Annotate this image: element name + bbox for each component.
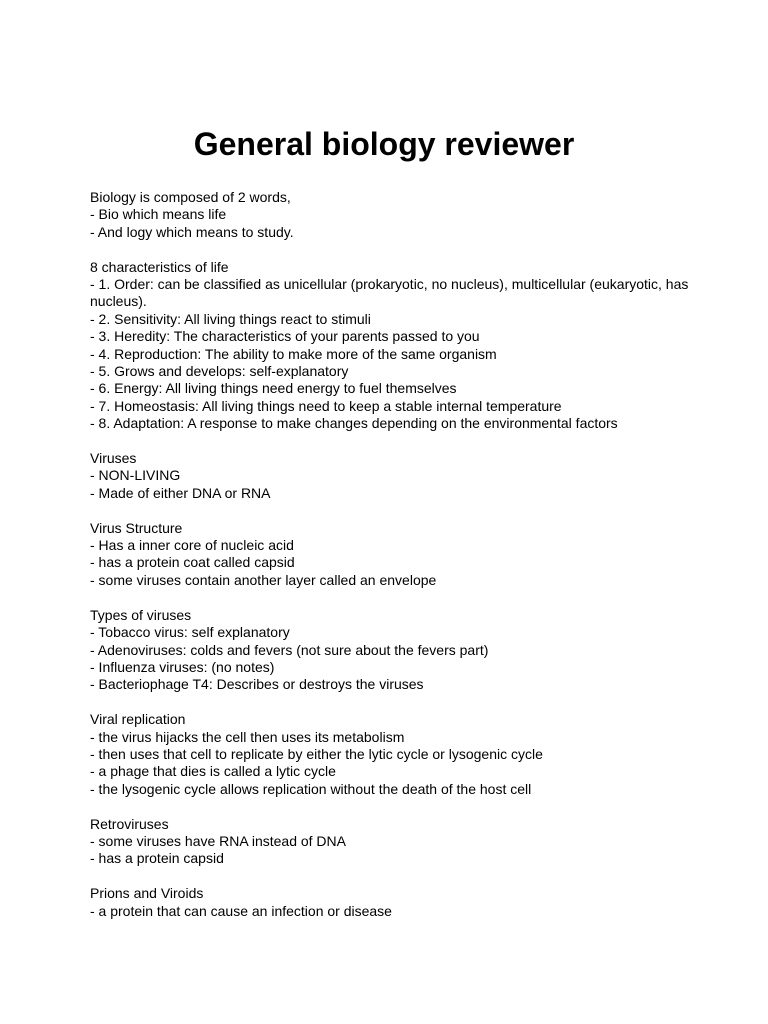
list-item: - And logy which means to study. xyxy=(90,223,294,240)
list-item: - 8. Adaptation: A response to make changes depending on the environmental factors xyxy=(90,415,618,432)
list-item: - 2. Sensitivity: All living things react to stimuli xyxy=(90,310,371,327)
list-item: - Adenoviruses: colds and fevers (not sure about the fevers part) xyxy=(90,641,489,658)
page-title: General biology reviewer xyxy=(193,126,575,162)
section-heading: Prions and Viroids xyxy=(90,885,204,902)
list-item: - Has a inner core of nucleic acid xyxy=(90,537,294,554)
list-item: - 7. Homeostasis: All living things need to keep a stable internal temperature xyxy=(90,397,562,414)
list-item: - Bio which means life xyxy=(90,206,227,223)
document-body xyxy=(90,189,690,937)
list-item: - then uses that cell to replicate by either the lytic cycle or lysogenic cycle xyxy=(90,745,543,762)
list-item: - Made of either DNA or RNA xyxy=(90,484,271,501)
list-item: - Influenza viruses: (no notes) xyxy=(90,658,275,675)
document-section xyxy=(90,259,690,433)
list-item: - the virus hijacks the cell then uses its metabolism xyxy=(90,728,405,745)
list-item: - a protein that can cause an infection or disease xyxy=(90,902,392,919)
list-item: - 1. Order: can be classified as unicellular (prokaryotic, no nucleus), multicellular (eukaryotic, has nucleus). xyxy=(90,276,689,310)
list-item: - Tobacco virus: self explanatory xyxy=(90,624,290,641)
list-item: - has a protein coat called capsid xyxy=(90,554,295,571)
list-item: - NON-LIVING xyxy=(90,467,181,484)
list-item: - 4. Reproduction: The ability to make more of the same organism xyxy=(90,345,497,362)
document-section xyxy=(90,450,690,502)
list-item: - a phage that dies is called a lytic cycle xyxy=(90,763,336,780)
list-item: - has a protein capsid xyxy=(90,850,224,867)
section-heading: Virus Structure xyxy=(90,519,183,536)
document-section xyxy=(90,885,690,920)
section-heading: Viral replication xyxy=(90,711,186,728)
list-item: - the lysogenic cycle allows replication without the death of the host cell xyxy=(90,780,532,797)
list-item: - 6. Energy: All living things need energy to fuel themselves xyxy=(90,380,457,397)
section-heading: 8 characteristics of life xyxy=(90,258,229,275)
document-section xyxy=(90,189,690,241)
document-section xyxy=(90,520,690,590)
document-section xyxy=(90,711,690,798)
section-heading: Retroviruses xyxy=(90,815,169,832)
section-heading: Biology is composed of 2 words, xyxy=(90,189,291,205)
list-item: - Bacteriophage T4: Describes or destroys the viruses xyxy=(90,676,424,693)
list-item: - 3. Heredity: The characteristics of your parents passed to you xyxy=(90,328,480,345)
document-section xyxy=(90,607,690,694)
list-item: - 5. Grows and develops: self-explanatory xyxy=(90,363,349,380)
section-heading: Viruses xyxy=(90,450,137,467)
list-item: - some viruses have RNA instead of DNA xyxy=(90,832,346,849)
section-heading: Types of viruses xyxy=(90,606,192,623)
list-item: - some viruses contain another layer called an envelope xyxy=(90,571,437,588)
document-section xyxy=(90,816,690,868)
